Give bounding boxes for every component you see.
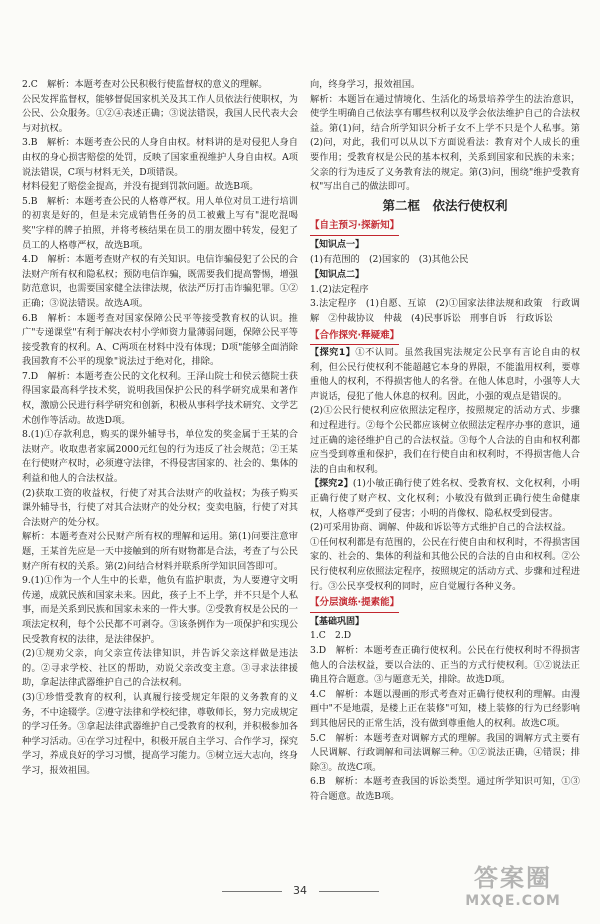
explore-2: [310, 477, 580, 521]
answer-8-2: (2)获取工资的收益权，行使了对其合法财产的收益权；为孩子购买课外辅导书，行使了对其合法财产的处分权；变卖电脑，行使了对其合法财产的处分权。: [22, 487, 298, 528]
answer-4: 4.D 解析：本题考查财产权的有关知识。电信诈骗侵犯了公民的合法财产所有权和隐私权；预防电信诈骗，既需要我们提高警惕，增强防范意识，也需要国家健全法律法规，依法严厉打击诈骗犯罪。①②正确；③说法错误。故选A项。: [22, 254, 298, 309]
watermark-logo: [438, 858, 588, 920]
answer-basics-1-2: 1.C 2.D: [310, 630, 352, 642]
answer-8-1: 8.(1)①存款利息，购买的课外辅导书，单位发的奖金属于王某的合法财产。收取患者家属2000元红包的行为违反了社会规范；②王某在行使财产权时，必须遵守法律，不得侵害国家的、社会的、集体的利益和他人的合法权益。: [22, 429, 298, 485]
answer-9-1: 9.(1)①作为一个人生中的长辈，他负有监护职责，为人要遵守文明传递，成就民族和国家未来。因此，孩子上不上学，并不只是个人私事，而是关系到民族和国家未来的一件大事。②受教育权是公民的一项法定权利，每个公民都不可剥夺。③该条例作为一项保护和实现公民受教育权的法律，是法律保护。: [22, 575, 298, 645]
answer-9-3: (3)①珍惜受教育的权利，认真履行接受规定年限的义务教育的义务，不中途辍学。②遵守法律和学校纪律，尊敬师长，努力完成规定的学习任务。③拿起法律武器维护自己受教育的权利，并积极参加各种学习活动。④在学习过程中，积极开展自主学习、合作学习，探究学习，养成良好的学习习惯，提高学习能力。⑤树立远大志向，终身学习，报效祖国。: [22, 691, 298, 776]
knowledge-point-1-label: 【知识点一】: [310, 239, 365, 250]
page-number: 34: [293, 884, 307, 897]
answer-9-2: (2)①规劝父亲，向父亲宣传法律知识，并告诉父亲这样做是违法的。②寻求学校、社区的帮助，劝说父亲改变主意。③寻求法律援助，拿起法律武器维护自己的合法权利。: [22, 648, 298, 689]
knowledge-point-1-text: (1)有范围的 (2)国家的 (3)其他公民: [310, 253, 469, 265]
explore-2-text: (1)小敏正确行使了姓名权、受教育权、文化权利，小明正确行使了财产权、文化权利；小敏没有做到正确行使生命健康权，人格尊严受到了侵害；小明的肖像权、隐私权受到侵害。: [310, 478, 580, 519]
answer-basics-4: 4.C 解析：本题以漫画的形式考查对正确行使权利的理解。由漫画中"不是地震，是楼上正在装修"可知，楼上装修的行为已经影响到其他居民的正常生活，没有做到尊重他人的权利。故选C项。: [310, 688, 580, 729]
explore-2-more2: ①任何权利都是有范围的，公民在行使自由和权利时，不得损害国家的、社会的、集体的利益和其他公民的合法的自由和权利。②公民行使权利应依照法定程序，按照规定的活动方式、步骤和过程进行。③公民享受权利的同时，应自觉履行各种义务。: [310, 536, 580, 592]
answer-9-analysis: 解析：本题旨在通过情境化、生活化的场景培养学生的法治意识，使学生明确自己依法享有哪些权利以及学会依法维护自己的合法权益。第(1)问，结合所学知识分析子女不上学不只是个人私事。第(2)问，对此，我们可以从以下方面说看法：教育对个人成长的重要作用；受教育权是公民的基本权利，关系到国家和民族的未来；父亲的行为违反了义务教育法的规定。第(3)问，围绕"维护受教育权"写出自己的做法即可。: [310, 93, 580, 193]
right-column: [310, 78, 580, 805]
left-column: [22, 78, 298, 779]
explore-2-more: (2)可采用协商、调解、仲裁和诉讼等方式维护自己的合法权益。: [310, 522, 572, 534]
section-title: 第二框 依法行使权利: [382, 197, 508, 213]
watermark-title: 答案圈: [474, 864, 552, 892]
explore-1-text: ①不认同。虽然我国宪法规定公民享有言论自由的权利，但公民行使权利不能超越它本身的界限，不能滥用权利，要尊重他人的权利，不得损害他人的名誉。在他人体息时，小强等人大声说话，侵犯了他人休息的权利。因此，小强的观点是错误的。: [310, 347, 581, 402]
answer-9-continued: 向，终身学习，报效祖国。: [310, 79, 421, 90]
knowledge-point-2-label: 【知识点二】: [310, 270, 365, 281]
answer-2-detail: 公民发挥监督权，能够督促国家机关及其工作人员依法行使职权，为公民、公众服务。①②④表述正确；③说法错误，我国人民代表大会与对抗权。: [22, 93, 298, 134]
cooperation-tag: 【合作探究·释疑难】: [310, 329, 399, 346]
answer-8-analysis: 解析：本题考查对公民财产所有权的理解和运用。第(1)问要注意审题，王某首先应是一天中接触到的所有财物都是合法，考查了与公民财产所有权的关系。第(2)问结合材料并联系所学知识回答即可。: [22, 531, 298, 572]
basics-label: 【基础巩固】: [310, 616, 365, 627]
footer-rule-left: [222, 891, 282, 892]
knowledge-point-2-item-1: 1.(2)法定程序: [310, 283, 369, 295]
answer-6: 6.B 解析：本题考查对国家保障公民平等接受教育权的认识。推广"专递课堂"有利于解决农村小学师资力量薄弱问题，保障公民平等接受教育的权利。A、C两项在材料中没有体现；D项"能够全面消除我国教育不公平的现象"说法过于绝对化，排除。: [22, 312, 298, 368]
knowledge-point-2-item-3: 3.法定程序 (1)自愿、互谅 (2)①国家法律法规和政策 行政调解 ②仲裁协议 仲裁 (4)民事诉讼 刑事自诉 行政诉讼: [310, 298, 580, 324]
explore-1: [310, 346, 580, 404]
answer-5: 5.B 解析：本题考查公民的人格尊严权。用人单位对员工进行培训的初衷是好的，但是未完成销售任务的员工被戴上写有"混吃混喝奖"字样的牌子拍照，并将考核结果在员工的朋友圈中转发，侵犯了员工的人格尊严权，故选B项。: [22, 195, 298, 251]
explore-2-label: 【探究2】: [310, 479, 353, 490]
explore-1-label: 【探究1】: [310, 348, 356, 359]
answer-basics-6: 6.B 解析：本题考查我国的诉讼类型。通过所学知识可知，①③符合题意。故选B项。: [310, 776, 580, 802]
answer-3: 3.B 解析：本题考查公民的人身自由权。材料讲的是对侵犯人身自由权的身心损害赔偿的处罚，反映了国家重视维护人身自由权。A项说法错误，C项与材料无关，D项错误。: [22, 137, 298, 178]
explore-1-more: (2)①公民行使权利应依照法定程序，按照规定的活动方式、步骤和过程进行。②每个公民都应该树立依照法定程序办事的意识，通过正确的途径维护自己的合法权益。③每个人合法的自由和权利都应当受到尊重和保护，我们在行使自由和权利时，不得损害他人合法的自由和权利。: [310, 405, 580, 475]
watermark-url: MXQE.COM: [465, 893, 561, 909]
layer-practice-tag: 【分层演练·提素能】: [310, 596, 399, 613]
answer-7: 7.D 解析：本题考查公民的文化权利。王泽山院士和侯云德院士获得国家最高科学技术奖，说明我国保护公民的科学研究成果和著作权，激励公民进行科学研究和创新，积极从事科学技术研究、文学艺术创作等活动。故选D项。: [22, 370, 298, 426]
answer-basics-5: 5.C 解析：本题考查对调解方式的理解。我国的调解方式主要有人民调解、行政调解和司法调解三种。①②说法正确，④错误；排除③。故选C项。: [310, 732, 580, 773]
answer-3-detail: 材料侵犯了赔偿金提高，并没有提到罚款问题。故选B项。: [22, 181, 259, 193]
answer-basics-3: 3.D 解析：本题考查正确行使权利。公民在行使权利时不得损害他人的合法权益，要以合法的、正当的方式行使权利。①②说法正确且符合题意。③与题意无关，排除。故选D项。: [310, 644, 580, 686]
footer-rule-right: [319, 891, 379, 892]
answer-2: 2.C 解析：本题考查对公民积极行使监督权的意义的理解。: [22, 79, 268, 90]
self-study-tag: 【自主预习·探新知】: [310, 219, 399, 236]
